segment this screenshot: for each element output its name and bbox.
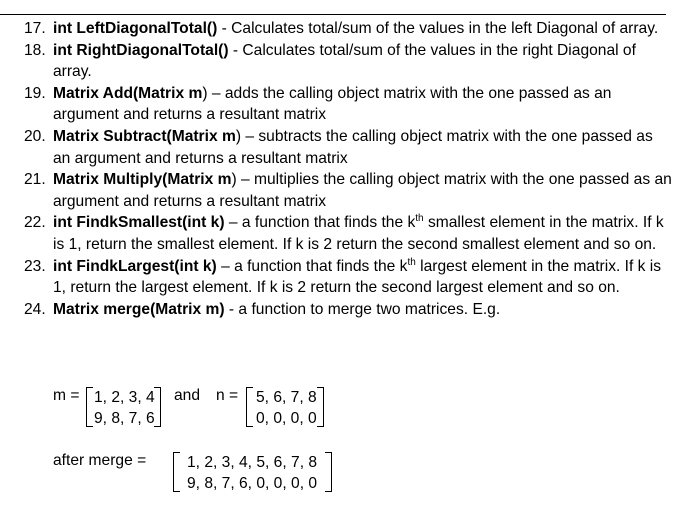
matrix-row: 0, 0, 0, 0: [256, 410, 317, 427]
list-item: [24, 126, 674, 169]
matrix-merged: [173, 451, 332, 493]
requirements-list: [24, 18, 674, 320]
list-item: [24, 83, 674, 126]
item-text: [53, 169, 674, 212]
item-number: 19.: [24, 84, 46, 102]
matrix-row: 9, 8, 7, 6, 0, 0, 0, 0: [187, 475, 318, 492]
matrix-m: [86, 386, 161, 428]
list-item: [24, 256, 674, 299]
method-signature: Matrix Add(Matrix m: [53, 84, 203, 102]
list-item: [24, 212, 674, 255]
matrix-n: [246, 386, 324, 428]
right-bracket: [155, 387, 161, 427]
method-description: ) – multiplies the calling object matrix with the one passed as an argument and returns a resultant matrix: [53, 171, 672, 210]
item-text: [53, 40, 674, 83]
left-bracket: [173, 452, 179, 492]
item-number: 18.: [24, 41, 46, 59]
item-number: 17.: [24, 20, 46, 37]
right-bracket: [326, 452, 332, 492]
top-rule: [0, 14, 666, 15]
method-signature: int FindkLargest(int k): [53, 257, 217, 275]
left-bracket: [86, 387, 92, 427]
list-item: [24, 169, 674, 212]
item-number: 23.: [24, 257, 46, 275]
method-signature: Matrix Multiply(Matrix m: [53, 171, 232, 189]
list-item: [24, 299, 674, 321]
m-label: m =: [53, 387, 80, 404]
method-description: - a function to merge two matrices. E.g.: [224, 300, 501, 318]
item-text: [53, 256, 674, 299]
list-item: [24, 18, 674, 40]
list-item: [24, 40, 674, 83]
matrix-row: 1, 2, 3, 4: [94, 389, 155, 406]
item-text: [53, 212, 674, 255]
item-number: 24.: [24, 300, 46, 318]
matrix-row: 9, 8, 7, 6: [94, 410, 155, 427]
matrix-row: 1, 2, 3, 4, 5, 6, 7, 8: [187, 454, 318, 471]
method-description: – a function that finds the k: [216, 257, 408, 275]
method-signature: int RightDiagonalTotal(): [53, 41, 229, 59]
n-label: n =: [216, 387, 239, 404]
superscript: th: [415, 213, 424, 225]
item-number: 20.: [24, 127, 46, 145]
method-description: – a function that finds the k: [224, 214, 416, 232]
method-description: ) – subtracts the calling object matrix with the one passed as an argument and returns a resultant matrix: [53, 127, 653, 167]
superscript: th: [407, 256, 416, 268]
after-merge-label: after merge =: [53, 452, 147, 469]
method-signature: int FindkSmallest(int k): [53, 214, 225, 232]
matrix-row: 5, 6, 7, 8: [256, 389, 317, 406]
method-description: - Calculates total/sum of the values in the right Diagonal of array.: [53, 41, 636, 81]
item-number: 21.: [24, 171, 46, 189]
method-description: ) – adds the calling object matrix with the one passed as an argument and returns a resultant matrix: [53, 84, 612, 124]
method-signature: Matrix Subtract(Matrix m: [53, 127, 236, 145]
method-description: - Calculates total/sum of the values in the left Diagonal of array.: [217, 20, 659, 37]
item-text: [53, 299, 674, 321]
method-description-cont: smallest element in the matrix. If k is 1, return the smallest element. If k is 2 return the second smallest element and so on.: [53, 214, 664, 253]
left-bracket: [246, 387, 252, 427]
and-label: and: [174, 387, 201, 404]
right-bracket: [318, 387, 324, 427]
method-signature: int LeftDiagonalTotal(): [53, 20, 218, 37]
item-text: [53, 83, 674, 126]
item-number: 22.: [24, 214, 46, 232]
item-text: [53, 126, 674, 169]
item-text: [53, 18, 674, 40]
method-description-cont: largest element in the matrix. If k is 1, return the largest element. If k is 2 return the second largest element and so on.: [53, 257, 662, 297]
method-signature: Matrix merge(Matrix m): [53, 300, 225, 318]
